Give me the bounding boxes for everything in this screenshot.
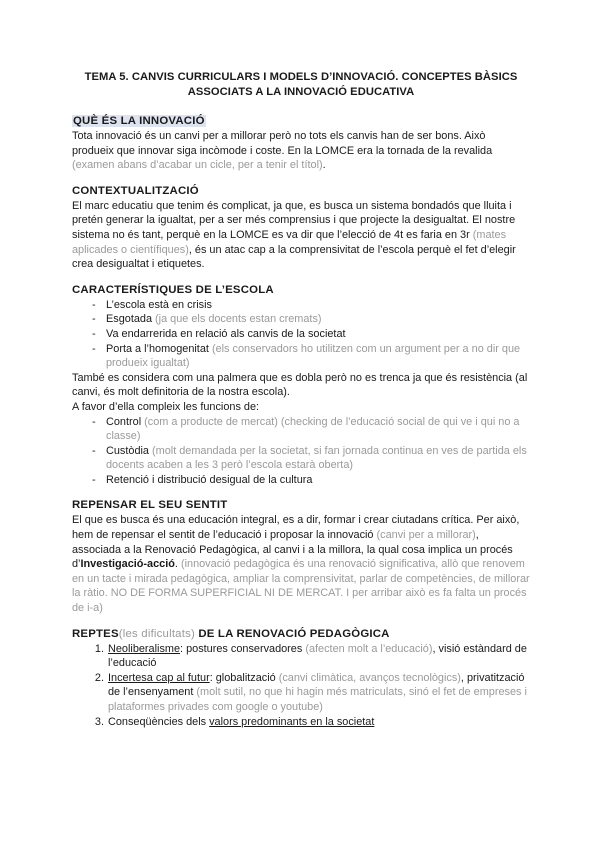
reptes-list [72, 642, 530, 730]
characteristics-list [72, 298, 530, 371]
bold-term: Investigació-acció [80, 558, 175, 571]
side-note: (mates aplicades o científiques) [72, 228, 507, 256]
section-paragraph: El marc educatiu que tenim és complicat, ja que, es busca un sistema bondadós que lluita i pretén generar la igualtat, per a ser més comprensius i que projecte la desigualtat. El nostre sistema no és tant, perquè en la LOMCE es va dir que l’elecció de 4t es faria en 3r (mates aplicades o científiques), és un atac cap a la comprensivitat de l’escola perquè el fet d’elegir crea desigualtat i etiquetes. [72, 199, 516, 271]
section-heading: QUÈ ÉS LA INNOVACIÓ [73, 115, 205, 127]
section-paragraph: També es considera com una palmera que es dobla però no es trenca ja que és resistència (al canvi, és molt definitoria de la nostra escola). [72, 371, 528, 399]
side-note: (canvi per a millorar) [376, 529, 476, 542]
functions-list [72, 415, 530, 488]
list-item: 2. Incertesa cap al futur: globalització (canvi climàtica, avanços tecnològics), privatització de l’ensenyament (molt sutil, no que hi hagin més matriculats, sinó el fet de empreses i plataformes privades com google o youtube) [107, 671, 530, 715]
section-heading: REPENSAR EL SEU SENTIT [72, 499, 228, 512]
section-heading: CONTEXTUALITZACIÓ [72, 184, 199, 197]
list-item: - Control (com a producte de mercat) (checking de l’educació social de qui ve i qui no a classe) [92, 415, 530, 444]
list-item: - Porta a l’homogenitat (els conservadors ho utilitzen com un argument per a no dir que produeix igualtat) [92, 342, 530, 371]
list-item: - Va endarrerida en relació als canvis de la societat [92, 327, 530, 342]
section-que-es-la-innovacio [72, 114, 530, 173]
side-note: (ja que els docents estan cremats) [155, 313, 322, 326]
title-line-2: ASSOCIATS A LA INNOVACIÓ EDUCATIVA [187, 86, 415, 98]
side-note: (els conservadors ho utilitzen com un argument per a no dir que produeix igualtat) [106, 342, 521, 370]
side-note: (canvi climàtica, avanços tecnològics) [278, 671, 461, 684]
section-repensar-sentit [72, 498, 530, 615]
underlined-term: Neoliberalisme [108, 642, 181, 655]
list-item: - Retenció i distribució desigual de la cultura [92, 473, 530, 488]
side-note: (molt sutil, no que hi hagin més matriculats, sinó el fet de empreses i plataformes privades com google o youtube) [108, 686, 527, 713]
list-item: - L’escola està en crisis [92, 298, 530, 313]
side-note: (afecten molt a l’educació) [305, 642, 433, 655]
list-item: - Esgotada (ja que els docents estan cremats) [92, 312, 530, 327]
heading-note: (les dificultats) [118, 627, 195, 640]
list-item: 3. Conseqüències dels valors predominants en la societat [107, 715, 530, 730]
section-heading: REPTES(les dificultats) DE LA RENOVACIÓ PEDAGÒGICA [72, 627, 390, 640]
underlined-term: valors predominants en la societat [209, 715, 375, 728]
side-note: (innovació pedagògica és una renovació significativa, allò que renovem en un tacte i mirada pedagògica, ampliar la comprensivitat, parlar de competències, de millorar la ràtio. NO DE FORMA SUPERFICIAL NI DE MERCAT. I per arribar això es fa falta un procés de i-a) [72, 558, 530, 615]
side-note: (examen abans d’acabar un cicle, per a tenir el títol) [72, 159, 323, 172]
side-note: (molt demandada per la societat, si fan jornada continua en ves de partida els docents acaben a les 3 però l’escola estarà oberta) [106, 444, 527, 472]
underlined-term: Incertesa cap al futur [108, 671, 210, 684]
section-reptes [72, 627, 530, 730]
section-contextualitzacio [72, 184, 530, 272]
section-paragraph: Tota innovació és un canvi per a millorar però no tots els canvis han de ser bons. Això produeix que innovar siga incòmode i coste. En la LOMCE era la tornada de la revalida (examen abans d’acabar un cicle, per a tenir el títol). [72, 130, 493, 172]
side-note: (com a producte de mercat) (checking de l’educació social de qui ve i qui no a classe) [106, 415, 520, 443]
section-heading: CARACTERÍSTIQUES DE L’ESCOLA [72, 283, 274, 296]
title-line-1: TEMA 5. CANVIS CURRICULARS I MODELS D’INNOVACIÓ. CONCEPTES BÀSICS [84, 71, 518, 83]
document-title [72, 70, 530, 100]
section-caracteristiques-escola [72, 283, 530, 488]
list-item: - Custòdia (molt demandada per la societat, si fan jornada continua en ves de partida els docents acaben a les 3 però l’escola estarà oberta) [92, 444, 530, 473]
section-paragraph: El que es busca és una educación integral, es a dir, formar i crear ciutadans crítica. Per això, hem de repensar el sentit de l’educació i proposar la innovació (canvi per a millorar), associada a la Renovació Pedagògica, al canvi i a la millora, la qual cosa implica un procés d’Investigació-acció. (innovació pedagògica és una renovació significativa, allò que renovem en un tacte i mirada pedagògica, ampliar la comprensivitat, parlar de competències, de millorar la ràtio. NO DE FORMA SUPERFICIAL NI DE MERCAT. I per arribar això es fa falta un procés de i-a) [72, 514, 530, 615]
list-item: 1. Neoliberalisme: postures conservadores (afecten molt a l’educació), visió estàndard de l’educació [107, 642, 530, 671]
section-paragraph: A favor d’ella compleix les funcions de: [72, 400, 260, 413]
